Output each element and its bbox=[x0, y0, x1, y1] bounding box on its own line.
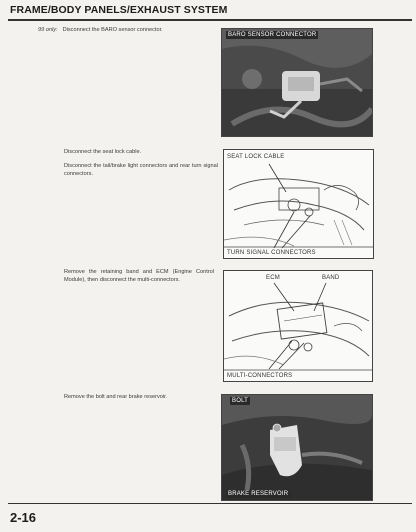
baro-label: BARO SENSOR CONNECTOR bbox=[228, 32, 317, 38]
band-label: BAND bbox=[322, 275, 340, 281]
step-seat-lock bbox=[64, 148, 218, 184]
section-title: FRAME/BODY PANELS/EXHAUST SYSTEM bbox=[10, 4, 228, 16]
multi-connectors-label: MULTI-CONNECTORS bbox=[227, 373, 293, 379]
step-text: Remove the retaining band and ECM (Engine Control Module), then disconnect the multi-connectors. bbox=[64, 269, 214, 284]
ecm-label: ECM bbox=[266, 275, 280, 281]
seat-lock-drawing bbox=[224, 150, 373, 258]
model-note: 99 only: bbox=[38, 27, 58, 33]
bolt-label: BOLT bbox=[232, 398, 249, 404]
page-number: 2-16 bbox=[10, 510, 37, 525]
step-brake bbox=[64, 393, 218, 407]
seat-lock-diagram bbox=[223, 149, 374, 259]
step-ecm bbox=[64, 268, 214, 290]
brake-photo-image bbox=[222, 395, 372, 500]
step-text: Remove the bolt and rear brake reservoir. bbox=[64, 394, 168, 400]
brake-photo bbox=[221, 394, 373, 501]
turn-signal-label: TURN SIGNAL CONNECTORS bbox=[227, 250, 316, 256]
step-baro bbox=[38, 26, 218, 40]
ecm-drawing bbox=[224, 271, 372, 381]
brake-reservoir-label: BRAKE RESERVOIR bbox=[228, 491, 289, 497]
baro-photo bbox=[221, 28, 373, 137]
header-divider bbox=[8, 19, 412, 21]
ecm-diagram bbox=[223, 270, 373, 382]
step-text: Disconnect the BARO sensor connector. bbox=[62, 27, 163, 33]
footer-divider bbox=[8, 503, 412, 504]
step-text: Disconnect the tail/brake light connectors and rear turn signal connectors. bbox=[64, 163, 218, 178]
step-text: Disconnect the seat lock cable. bbox=[64, 149, 142, 155]
seat-lock-label: SEAT LOCK CABLE bbox=[227, 154, 285, 160]
baro-photo-image bbox=[222, 29, 372, 136]
